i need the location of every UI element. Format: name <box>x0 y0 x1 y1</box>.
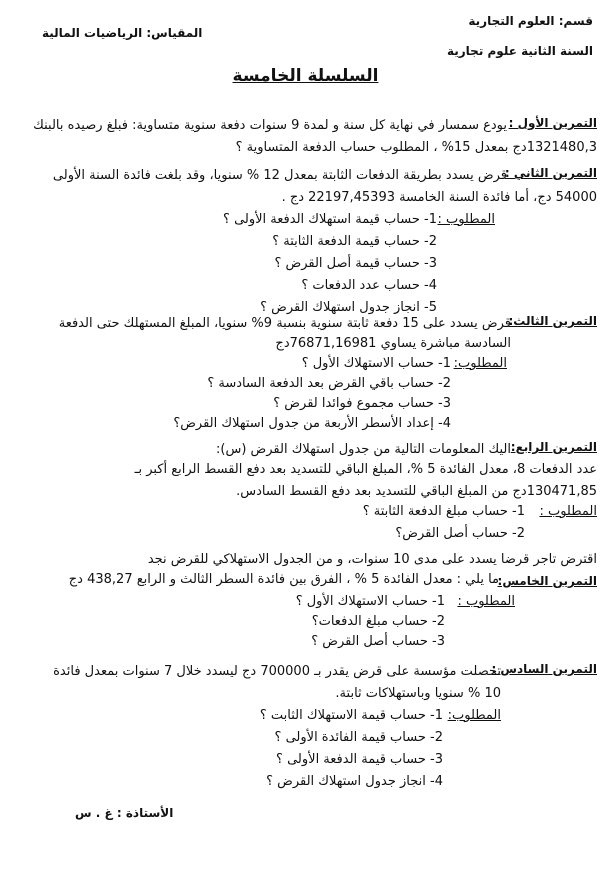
exercise-label: التمرين الثاني : <box>504 166 597 180</box>
page-title: السلسلة الخامسة <box>232 66 379 86</box>
requirement-item: 1- حساب الاستهلاك الأول ؟ <box>301 356 451 371</box>
requirement-item: 1- حساب قيمة الاستهلاك الثابت ؟ <box>259 708 443 723</box>
exercise-text-line: اليك المعلومات التالية من جدول استهلاك القرض (س): <box>216 442 511 457</box>
exercise-text-line: عدد الدفعات 8، معدل الفائدة 5 %، المبلغ الباقي للتسديد بعد دفع القسط الرابع أكبر بـ <box>134 462 597 477</box>
requirement-item: 1- حساب مبلغ الدفعة الثابتة ؟ <box>362 504 525 519</box>
exercise-label: التمرين الخامس: <box>497 574 597 588</box>
requirement-item: 3- حساب مجموع فوائدا لقرض ؟ <box>273 396 451 411</box>
requirements-label: المطلوب : <box>457 594 515 609</box>
exercise-text-line: ما يلي : معدل الفائدة 5 % ، الفرق بين فائدة السطر الثالث و الرابع 438,27 دج <box>68 572 499 587</box>
requirement-item: 3- حساب قيمة الدفعة الأولى ؟ <box>276 752 443 767</box>
requirement-item: 4- حساب عدد الدفعات ؟ <box>301 278 437 293</box>
requirements-label: المطلوب : <box>539 504 597 519</box>
exercise-text-line: يودع سمسار في نهاية كل سنة و لمدة 9 سنوات دفعة سنوية متساوية: فبلغ رصيده بالبنك <box>33 118 507 133</box>
exercise-text-line: تحصلت مؤسسة على قرض يقدر بـ 700000 دج ليسدد خلال 7 سنوات بمعدل فائدة <box>53 664 501 679</box>
exercise-text-line: اقترض تاجر قرضا يسدد على مدى 10 سنوات، و من الجدول الاستهلاكي للقرض نجد <box>147 552 597 567</box>
requirement-item: 2- حساب أصل القرض؟ <box>395 526 525 541</box>
requirement-item: 4- إعداد الأسطر الأربعة من جدول استهلاك القرض؟ <box>173 416 451 431</box>
exercise-label: التمرين الثالث: <box>508 314 597 328</box>
requirement-item: 4- انجاز جدول استهلاك القرض ؟ <box>266 774 443 789</box>
requirements-label: المطلوب: <box>447 708 501 723</box>
requirement-item: 3- حساب قيمة أصل القرض ؟ <box>274 256 437 271</box>
requirement-item: 2- حساب قيمة الدفعة الثابتة ؟ <box>272 234 437 249</box>
exercise-text-line: قرض يسدد على 15 دفعة ثابتة سنوية بنسبة 9% سنويا، المبلغ المستهلك حتى الدفعة <box>58 316 511 331</box>
exercise-label: التمرين الأول : <box>508 116 597 130</box>
requirements-label: المطلوب : <box>437 212 495 227</box>
exercise-text-line: 54000 دج، أما فائدة السنة الخامسة 22197,45393 دج . <box>281 190 597 205</box>
exercise-text-line: السادسة مباشرة يساوي 76871,16981دج <box>275 336 511 351</box>
requirement-item: 3- حساب أصل القرض ؟ <box>311 634 445 649</box>
teacher-signature: الأستاذة : غ . س <box>75 806 174 820</box>
year-label: السنة الثانية علوم تجارية <box>446 44 593 58</box>
requirements-label: المطلوب: <box>453 356 507 371</box>
exercise-text-line: 1321480,3دج بمعدل 15% ، المطلوب حساب الدفعة المتساوية ؟ <box>235 140 597 155</box>
department-label: قسم: العلوم التجارية <box>468 14 593 28</box>
requirement-item: 1- حساب الاستهلاك الأول ؟ <box>295 594 445 609</box>
exercise-text-line: 10 % سنويا وباستهلاكات ثابتة. <box>335 686 501 701</box>
requirement-item: 2- حساب قيمة الفائدة الأولى ؟ <box>274 730 443 745</box>
requirement-item: 2- حساب باقي القرض بعد الدفعة السادسة ؟ <box>207 376 451 391</box>
requirement-item: 5- انجاز جدول استهلاك القرض ؟ <box>260 300 437 315</box>
exercise-label: التمرين الرابع: <box>510 440 597 454</box>
requirement-item: 1- حساب قيمة استهلاك الدفعة الأولى ؟ <box>223 212 437 227</box>
subject-label: المقياس: الرياضيات المالية <box>42 26 203 40</box>
exercise-text-line: قرض يسدد بطريقة الدفعات الثابتة بمعدل 12 % سنويا، وقد بلغت فائدة السنة الأولى <box>52 168 507 183</box>
requirement-item: 2- حساب مبلغ الدفعات؟ <box>311 614 445 629</box>
exercise-text-line: 130471,85دج من المبلغ الباقي للتسديد بعد دفع القسط السادس. <box>236 484 597 499</box>
exercise-label: التمرين السادس : <box>491 662 597 676</box>
